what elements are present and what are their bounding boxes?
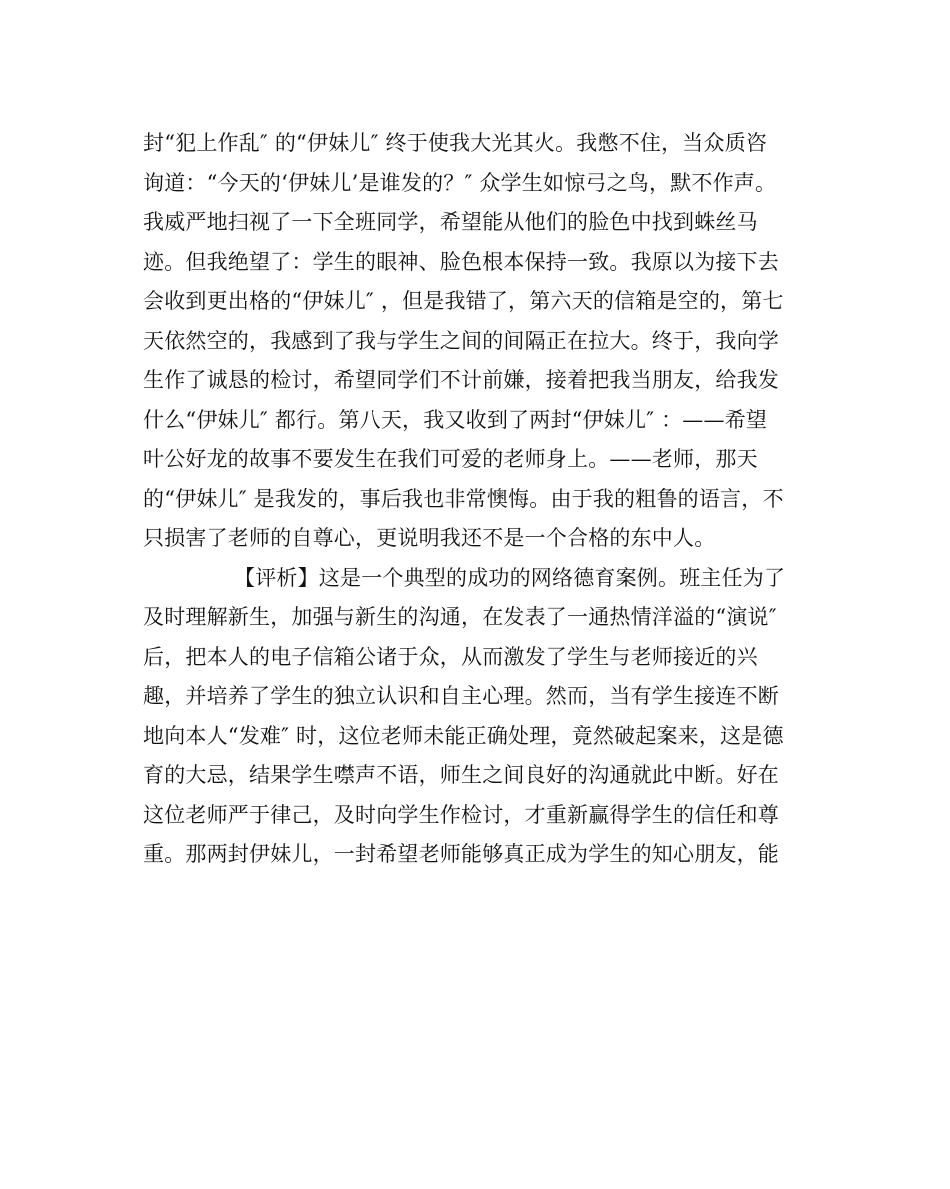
text-line: 天依然空的，我感到了我与学生之间的间隔正在拉大。终于，我向学 (143, 328, 779, 353)
text-line: 生作了诚恳的检讨，希望同学们不计前嫌，接着把我当朋友，给我发 (143, 368, 779, 392)
text-line: 会收到更出格的“伊妹儿″ ，但是我错了，第六天的信箱是空的，第七 (143, 289, 784, 313)
text-line: 及时理解新生，加强与新生的沟通，在发表了一通热情洋溢的“演说″ (143, 605, 777, 629)
text-line: 迹。但我绝望了：学生的眼神、脸色根本保持一致。我原以为接下去 (143, 249, 779, 274)
body-text (143, 124, 823, 875)
text-line: 我威严地扫视了一下全班同学，希望能从他们的脸色中找到蛛丝马 (143, 210, 758, 234)
text-line: 封“犯上作乱″ 的“伊妹儿″ 终于使我大光其火。我憋不住，当众质咨 (143, 131, 768, 155)
text-line: 育的大忌，结果学生噤声不语，师生之间良好的沟通就此中断。好在 (143, 763, 779, 787)
text-line: 叶公好龙的故事不要发生在我们可爱的老师身上。——老师，那天 (143, 447, 758, 471)
text-line: 什么“伊妹儿″ 都行。第八天，我又收到了两封“伊妹儿″ ：——希望 (143, 407, 768, 432)
paragraph-start-line: 【评析】这是一个典型的成功的网络德育案例。班主任为了 (234, 565, 786, 590)
text-line: 只损害了老师的自尊心，更说明我还不是一个合格的东中人。 (143, 526, 716, 550)
text-line: 的“伊妹儿″ 是我发的，事后我也非常懊悔。由于我的粗鲁的语言，不 (143, 486, 784, 511)
text-line: 地向本人“发难″ 时，这位老师未能正确处理，竟然破起案来，这是德 (143, 723, 784, 748)
text-line: 这位老师严于律己，及时向学生作检讨，才重新赢得学生的信任和尊 (143, 802, 779, 827)
text-line: 重。那两封伊妹儿，一封希望老师能够真正成为学生的知心朋友，能 (143, 842, 779, 866)
text-line: 趣，并培养了学生的独立认识和自主心理。然而，当有学生接连不断 (143, 684, 779, 708)
text-line: 询道：“今天的‘伊妹儿’是谁发的？″ 众学生如惊弓之鸟，默不作声。 (143, 170, 777, 195)
text-line: 后，把本人的电子信箱公诸于众，从而激发了学生与老师接近的兴 (143, 644, 758, 669)
